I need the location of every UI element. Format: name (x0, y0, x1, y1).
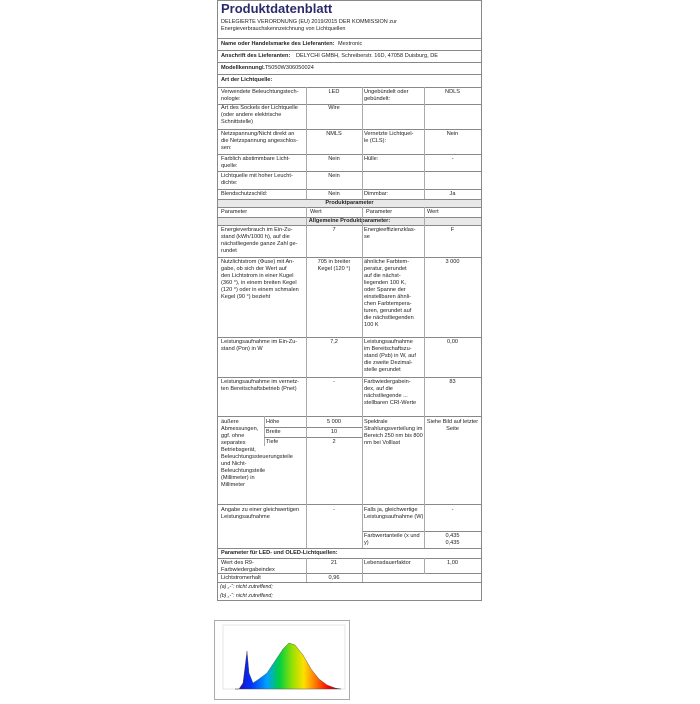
supplier-brand-value: Mextronic (338, 41, 363, 47)
row-a-2-value: Wire (328, 105, 340, 111)
row-b-3-label: Leistungsaufnahme im Ein-Zu- stand (Pon) in W (221, 339, 298, 352)
row-b-4-value: - (333, 379, 335, 385)
row-b-2-value-r: 3 000 (445, 259, 460, 265)
row-a-6-value-r: Ja (449, 191, 456, 197)
row-b-3-value-r: 0,00 (447, 339, 458, 345)
row-a-4-label-r: Hülle: (364, 156, 379, 162)
row-a-5-value: Nein (328, 173, 340, 179)
product-data-sheet (217, 0, 482, 601)
dim-width-value: 10 (330, 429, 338, 435)
row-a-3-value: NMLS (326, 131, 342, 137)
chroma-value: 0,435 0,435 (445, 533, 460, 546)
row-b-2-label: Nutzlichtstrom (Φuse) mit An- gabe, ob sich der Wert auf den Lichtstrom in einer Kugel (360 °), in einem breiten Kegel (120 °) oder in einem schmalen Kegel (90 °) bezieht (221, 259, 299, 300)
equiv-value: - (333, 507, 335, 513)
row-b-4-label-r: Farbwiedergabein- dex, auf die nächstliegende ... stellbaren CRI-Werte (364, 379, 417, 406)
dim-depth-label: Tiefe (266, 439, 279, 445)
row-a-4-value-r: - (451, 156, 454, 162)
r9-value: 21 (330, 560, 338, 566)
row-a-2-label: Art des Sockels der Lichtquelle (oder andere elektrische Schnittstelle) (221, 105, 298, 125)
spectral-value: Siehe Bild auf letzter Seite (426, 419, 479, 432)
row-b-1-label: Energieverbrauch im Ein-Zu- stand (kWh/1000 h), auf die nächstliegende ganze Zahl ge- rundet (221, 227, 298, 254)
dim-height-label: Höhe (266, 419, 280, 425)
dim-height-value: 5 000 (327, 419, 341, 425)
supplier-address-label: Anschrift des Lieferanten: (221, 53, 291, 59)
light-type-header: Art der Lichtquelle: (221, 77, 273, 83)
row-a-1-label-r: Ungebündelt oder gebündelt: (364, 89, 409, 102)
lifetime-label: Lebensdauerfaktor (364, 560, 411, 566)
model-label: Modellkennung: (221, 65, 264, 71)
maintenance-label: Lichtstromerhalt (221, 575, 261, 581)
footnote-a: (a) „-“: nicht zutreffend; (220, 584, 273, 590)
row-a-6-label: Blendschutzschild: (221, 191, 268, 197)
param-col-1: Parameter (221, 209, 248, 215)
row-b-4-value-r: 83 (449, 379, 456, 385)
row-a-4-label: Farblich abstimmbare Licht- quelle: (221, 156, 291, 169)
led-params-header: Parameter für LED- und OLED-Lichtquellen: (221, 550, 338, 556)
lifetime-value: 1,00 (447, 560, 458, 566)
supplier-address-value: DELYCHI GMBH, Schreiberstr. 16D, 47058 Duisburg, DE (296, 53, 438, 59)
spectrum-chart-image (214, 620, 350, 700)
dimensions-label: äußere Abmessungen, ggf. ohne separates Betriebsgerät, Beleuchtungssteuerungsteile und Nicht-Beleuchtungsteile (Millimeter) in Millimeter (221, 419, 293, 488)
row-b-2-label-r: ähnliche Farbtem- peratur, gerundet auf die nächst- liegenden 100 K, oder Spanne der einstellbaren ähnli- chen Farbtempera- turen, gerundet auf die nächstliegenden 100 K (364, 259, 414, 328)
row-b-1-value: 7 (332, 227, 336, 233)
spectrum-graphic (215, 621, 349, 699)
row-a-6-value: Nein (328, 191, 340, 197)
page-title: Produktdatenblatt (221, 1, 333, 16)
row-a-3-value-r: Nein (446, 131, 459, 137)
footnote-b: (b) „-“: nicht zutreffend; (220, 593, 273, 599)
row-a-1-label: Verwendete Beleuchtungstech- nologie: (221, 89, 299, 102)
param-col-2: Parameter (366, 209, 393, 215)
row-a-1-value-r: NDLS (445, 89, 460, 95)
dim-depth-value: 2 (332, 439, 336, 445)
row-a-5-label: Lichtquelle mit hoher Leucht- dichte: (221, 173, 293, 186)
chroma-label: Farbwertanteile (x und y) (364, 533, 420, 546)
dim-width-label: Breite (266, 429, 281, 435)
row-a-1-value: LED (328, 89, 340, 95)
row-b-3-label-r: Leistungsaufnahme im Bereitschaftszu- stand (Psb) in W, auf die zweite Dezimal- stelle gerundet (364, 339, 416, 373)
supplier-brand-label: Name oder Handelsmarke des Lieferanten: (221, 41, 335, 47)
equiv-r-value: - (451, 507, 454, 513)
general-params-header: Allgemeine Produktparameter: (308, 218, 391, 224)
value-col-1: Wert (310, 209, 322, 215)
model-value: LT5050W306050024 (262, 65, 314, 71)
row-a-4-value: Nein (328, 156, 340, 162)
maintenance-value: 0,96 (328, 575, 340, 581)
r9-label: Wert des R9-Farbwiedergabeindex (221, 560, 275, 573)
row-a-3-label-r: Vernetzte Lichtquel- le (CLS): (364, 131, 414, 144)
row-b-3-value: 7,2 (330, 339, 338, 345)
row-b-4-label: Leistungsaufnahme im vernetz- ten Bereitschaftsbetrieb (Pnet) (221, 379, 300, 392)
equiv-label: Angabe zu einer gleichwertigen Leistungsaufnahme (221, 507, 300, 520)
product-params-header: Produktparameter (325, 200, 374, 206)
row-a-3-label: Netzspannung/Nicht direkt an die Netzspannung angeschlos- sen: (221, 131, 298, 151)
regulation-text: DELEGIERTE VERORDNUNG (EU) 2019/2015 DER KOMMISSION zur Energieverbrauchskennzeichnung von Lichtquellen (221, 19, 397, 32)
row-a-6-label-r: Dimmbar: (364, 191, 389, 197)
value-col-2: Wert (427, 209, 439, 215)
row-b-2-value: 705 in breiter Kegel (120 °) (317, 259, 351, 272)
row-b-1-label-r: Energieeffizienzklas- se (364, 227, 416, 240)
row-b-1-value-r: F (450, 227, 455, 233)
equiv-r-label: Falls ja, gleichwertige Leistungsaufnahme (W) (364, 507, 424, 520)
spectral-label: Spektrale Strahlungsverteilung im Bereich 250 nm bis 800 nm bei Volllast (364, 419, 423, 446)
